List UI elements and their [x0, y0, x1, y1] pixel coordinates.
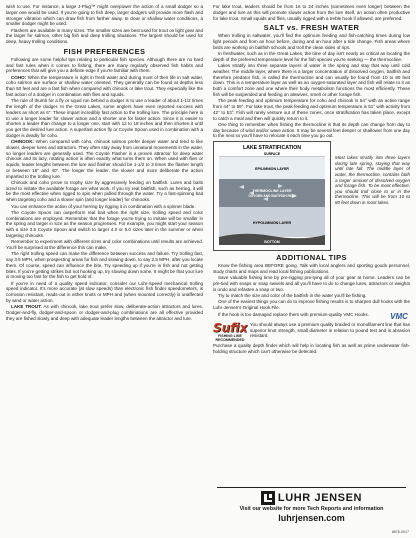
diagram-title: LAKE STRATIFICATION	[242, 145, 302, 152]
lake-trout-paragraph	[6, 304, 203, 321]
lake-trout-label: LAKE TROUT:	[11, 304, 42, 310]
brand-name: LUHR JENSEN	[277, 491, 363, 504]
tip-paragraph: You should always use a premium quality braided or monofilament line that has superior knot strength, small diameter in relation to pound test and is abrasion resistant.	[250, 321, 410, 339]
leader-paragraph: The rule of thumb for a fly or squid run behind a dodger is to use a leader of about 1-1/2 times the length of the dodger. In the Great Lakes, some anglers have even reported success with leaders as short as 6". These impart incredibly fast action to the trolling lure. The principle here is to use a longer leader for slower action and a shorter one for faster action. Since it is easier to shorten a leader than change to a longer one, start with 12 to 18 inches and then shorten it until you get the desired lure action. A superfast action fly or Coyote Spoon used in combination with a dodger is deadly for coho.	[6, 98, 203, 138]
surface-label: SURFACE	[263, 152, 281, 157]
brand-footer	[213, 487, 410, 523]
sufix-logo	[213, 322, 247, 342]
speed-indicator-paragraph: If you're in need of a quality speed indicator, consider our Luhr-Speed mechanical trolling speed indicator. It's more accurate (at slow speeds) than electronic fish finder speedometers, is corrosion resistant, reads-out in either knots or MPH and (when mounted correctly) is unaffected by wind or water action.	[6, 280, 203, 303]
baitfish-paragraph: Chinook and coho prove to trophy size by aggressively feeding on baitfish. Lures and baits sized to imitate the available forage are what work. If you try real baitfish, such as herring, it will be the most effective when rigged to spin when pulled through the water. Try a fast-spinning bait when targeting coho and a slower spin (and longer leader) for chinooks.	[6, 179, 203, 203]
intro-paragraph: Flashers are available in many sizes. The smaller sizes are best used for trout on light gear and the larger for salmon, other big fish and deep trolling situations. The largest should be used for deep, heavy trolling conditions.	[6, 27, 203, 45]
luhr-jensen-logo-icon	[261, 491, 275, 505]
vmc-logo: VMC	[390, 311, 408, 321]
saltwater-paragraph: When trolling in saltwater, you'll find the optimum feeding and fish-catching times during low light periods and from an hour before, during and an hour after a tide change. Fish areas where birds are working on baitfish schools and troll the clean sides of rips.	[213, 33, 410, 50]
fish-intro-paragraph: Following are some helpful tips relating to particular fish species. Although there are no hard and fast rules when it comes to fishing, there are many regularly observed fish habits and preferences that will give you a definite edge if you're familiar with them.	[6, 56, 203, 74]
additional-tips-heading: ADDITIONAL TIPS	[276, 253, 347, 263]
stratification-paragraph: Lakes stratify into three separate layers of water in the spring and stay that way until cold weather. The middle layer, where there is a larger concentration of dissolved oxygen, baitfish and therefore predator fish, is called the thermocline and can usually be found from 10 to 80 feet down. This is a temperature layer as well as an oxygen-saturated layer and fish will relate to it as both a comfort zone and one where their body metabolism functions the most efficiently. These fish will be suspended and feeding on alewives, smelt or other forage fish.	[213, 63, 410, 97]
tip-paragraph: One of the easiest things you can do to improve fishing results is to sharpen dull hooks with the Luhr-Jensen's Original Hook File.	[213, 299, 410, 311]
coho-text: When the temperature is right in fresh water and during most of their life in salt water, coho salmon are surface or shallow water oriented. They generally can be found at depths less than 50 feet and are a fast fish when compared with chinook or lake trout. They especially like the fast action of a dodger in combination with flies and squids.	[6, 74, 203, 97]
website-link[interactable]: luhrjensen.com	[278, 512, 345, 523]
salt-fresh-heading: SALT vs. FRESH WATER	[263, 23, 360, 33]
tip-paragraph: Save valuable fishing time by pre-rigging pre-tying all of your gear at home. Leaders can be pre-tied with snaps or snap swivels and all you'll have to do to change lures, attractors or weights is undo and refasten a snap or two.	[213, 275, 410, 292]
tip-paragraph: If the hook is too damaged replace them with premium-quality VMC Hooks.	[218, 311, 369, 317]
coho-paragraph	[6, 75, 203, 98]
trolling-speed-paragraph: The right trolling speed can make the difference between success and failure. Try trolling fast, say 3.5 MPH, when prospecting areas for fish and slowing down, to say 2.5 MPH, after you locate them. Of course, speed can influence the bite. Try speeding up if you're in fish and not getting bites. If you're getting strikes but not hooking up, try slowing down some. It might be that your lure is moving too fast for the fish to get hold of.	[6, 251, 203, 280]
lake-trout-leader-paragraph: For lake trout, leaders should be from 16 to 24 inches (sometimes even longer) between the dodger and lure as this will promote slower action from the lure itself, an action often productive for lake trout. Small squids and flies, usually rigged with a treble hook if allowed, are preferred.	[213, 4, 410, 21]
hypolimnion-label: HYPOLIMNION LAYER	[252, 221, 292, 226]
chinook-text: When compared with coho, chinook salmon prefer deeper water and tend to like slower, deeper lures and attractors. They often stay away from unnatural movements in the water, so longer leaders are generally used. The Coyote Flasher is a proven attractor for deep water chinook and its lazy, rotating action is often exactly what turns them on. When used with flies or squids, leader lengths between the lure and flasher should be 1-1/2 to 3 times the flasher length or between 18" and 40". The longer the leader, the slower and more deliberate the action imparted to the trolling lure.	[6, 139, 204, 179]
fish-preferences-heading: FISH PREFERENCES	[63, 46, 146, 56]
luhr-jensen-logo	[213, 491, 410, 505]
intro-paragraph: wish to use. For instance, a large J-Plug™ might overpower the action of a small dodger so a larger one would be used. If you're going to fish deep, larger dodgers will provide more flash and stronger vibration which can draw fish from farther away. In clear or shallow water conditions, a smaller dodger might be used.	[6, 4, 203, 27]
experiment-paragraph: Remember to experiment with different sizes and color combinations until results are achieved. You'll be surprised at the difference this can make.	[6, 239, 203, 250]
stratification-figure	[213, 141, 410, 251]
lake-stratification-diagram	[213, 141, 331, 251]
freshwater-paragraph: In freshwater, such as in the Great Lakes, the time of day isn't nearly as critical as locating the depth of the preferred temperature level for the fish species you're seeking — the thermocline.	[213, 51, 410, 62]
thermocline-layer	[219, 179, 325, 207]
coyote-spoon-paragraph: The Coyote Spoon can outperform real bait when the right size, trolling speed and color combinations are employed. Remember that the forage you're trying to imitate will be smaller in the spring and larger in size as the season progresses. For example, you might start your season with a size 3.5 Coyote Spoon and switch to larger 4.0 or 5.0 sizes later in the summer or when targeting chinooks.	[6, 209, 203, 238]
bottom-label: BOTTOM	[264, 240, 280, 245]
right-column	[213, 4, 410, 355]
tip-paragraph: Purchase a quality depth finder which will help in locating fish as well as prime underwater fish-holding structure which can't otherwise be detected.	[213, 342, 410, 354]
chinook-paragraph	[6, 139, 203, 179]
herring-paragraph: You can enhance the action of your herring by rigging it in combination with a spinner blade.	[11, 203, 196, 209]
vmc-row	[213, 312, 410, 321]
sufix-tag: FISHING LINE	[218, 333, 242, 338]
document-code: 8876-0017	[391, 530, 409, 534]
temperature-paragraph: The peak feeding and optimum temperature for coho and chinook is 54° with an active range from 44° to 59°. For lake trout, the peak feeding and optimum temperature is 51° with activity from 42° to 53°. Fish will rarely venture out of these zones, once stratification has taken place, except to catch a meal and then will quickly return to it.	[213, 98, 410, 121]
sufix-row	[213, 322, 410, 342]
sufix-tag: RECOMMENDED	[215, 337, 245, 342]
website-prompt: Visit our website for more Tech Reports and information	[239, 505, 384, 512]
epilimnion-label: EPILIMNION LAYER	[255, 167, 289, 172]
tip-paragraph: Know the fishing area BEFORE going. Talk with local anglers and sporting goods personnel, study charts and maps and read local fishing publications.	[213, 263, 410, 274]
thermocline-sublabel: OXYGEN AND BAITFISH RICH	[248, 194, 296, 199]
lake-trout-text: As with chinook, lake trout prefer slow, deliberate-action attractors and lures. Dodger-and-fly, dodger-and-spoon or dodger-and-plug combinations are all effective provided they are fished slowly and deep with adequate leader lengths between the attractor and lure.	[6, 304, 204, 321]
chinook-label: CHINOOK:	[11, 139, 34, 145]
thermocline-depth-paragraph: One thing to remember when fishing the thermocline is that its depth can change from day to day because of wind and/or wave action. It may be several feet deeper or shallower from one day to the next so you'll have to relocate it each time you go out.	[213, 121, 410, 139]
diagram-caption: Most lakes stratify into three layers during late spring, staying that way until late fall. The middle layer of water, the thermocline, contains both a larger amount of dissolved oxygen and forage fish. To be most effective, you should troll close to or in the thermocline. This will be from 10 to 80 feet down in most lakes.	[335, 155, 410, 205]
sufix-wordmark: Sufix	[213, 320, 248, 335]
tip-paragraph: Try to match the size and color of the baitfish in the water you'll be fishing.	[218, 293, 367, 299]
footer-divider	[217, 487, 406, 488]
left-column	[6, 4, 203, 322]
thermocline-label: THERMOCLINE LAYER	[252, 189, 292, 194]
coho-label: COHO:	[11, 74, 27, 80]
